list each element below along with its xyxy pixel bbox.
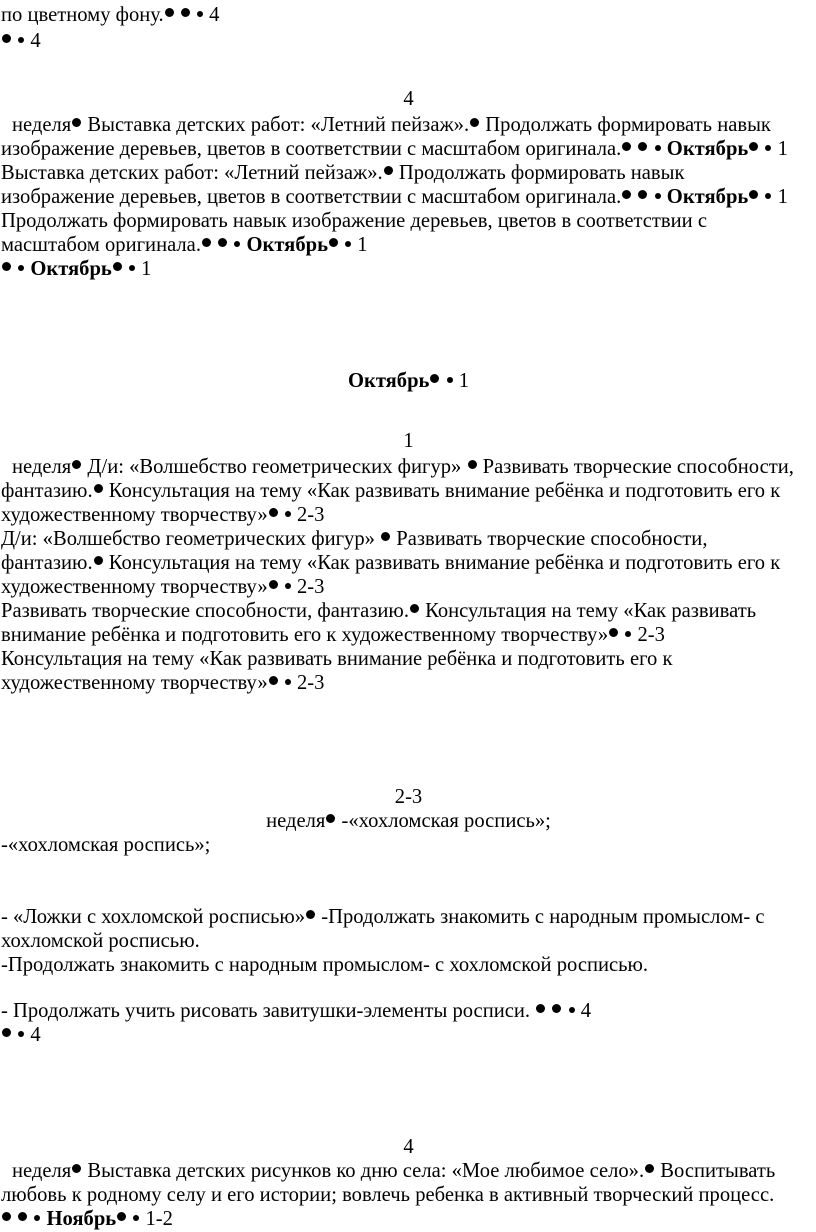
text-line	[0, 832, 816, 858]
text: художественному творчеству»	[1, 504, 268, 526]
text: Выставка детских рисунков ко дню села: «Мое любимое село».	[87, 1160, 645, 1182]
bullet-icon	[285, 679, 291, 685]
text-line	[0, 808, 816, 834]
week-number: 1	[403, 430, 414, 452]
text-line	[0, 1022, 816, 1048]
bullet-icon	[218, 238, 227, 247]
bullet-icon	[345, 241, 351, 247]
text: неделя	[12, 114, 72, 136]
bullet-icon	[72, 118, 81, 127]
text: Консультация на тему «Как развивать внимание ребёнка и подготовить его к	[108, 480, 781, 502]
text: Развивать творческие способности, фантазию.	[1, 600, 409, 622]
text-line	[0, 998, 816, 1024]
text: Консультация на тему «Как развивать внимание ребёнка и подготовить его к	[1, 648, 673, 670]
text: любовь к родному селу и его истории; вовлечь ребенка в активный творческий процесс.	[1, 1184, 775, 1206]
bullet-icon	[638, 142, 647, 151]
text-line	[0, 208, 816, 234]
text-line	[0, 574, 816, 600]
month: Октябрь	[666, 186, 749, 208]
bullet-icon	[622, 142, 631, 151]
month: Октябрь	[30, 258, 112, 280]
bullet-icon	[72, 1164, 81, 1173]
text: неделя	[266, 810, 326, 832]
bullet-icon	[306, 910, 315, 919]
bullet-icon	[622, 190, 631, 199]
text-line	[0, 454, 816, 480]
bullet-icon	[117, 1212, 126, 1221]
bullet-icon	[18, 37, 24, 43]
bullet-icon	[645, 1164, 654, 1173]
text-line	[0, 526, 816, 552]
number: 4	[30, 1024, 41, 1046]
bullet-icon	[197, 11, 203, 17]
month: Октябрь	[347, 370, 430, 392]
bullet-icon	[285, 511, 291, 517]
bullet-icon	[447, 377, 453, 383]
text: Выставка детских работ: «Летний пейзаж».	[87, 114, 470, 136]
bullet-icon	[638, 190, 647, 199]
text: неделя	[12, 1160, 72, 1182]
text-line	[0, 928, 816, 954]
bullet-icon	[765, 193, 771, 199]
text: фантазию.	[1, 480, 93, 502]
text-line	[0, 904, 816, 930]
number: 2-3	[296, 576, 325, 598]
number: 1-2	[145, 1208, 173, 1230]
text: -Продолжать знакомить с народным промыслом- с	[321, 906, 765, 928]
text: внимание ребёнка и подготовить его к художественному творчеству»	[1, 624, 609, 646]
bullet-icon	[625, 631, 631, 637]
text: - Продолжать учить рисовать завитушки-элементы росписи.	[1, 1000, 531, 1022]
text: по цветному фону.	[1, 4, 164, 26]
number: 1	[458, 370, 470, 392]
text: Продолжать формировать навык	[398, 162, 685, 184]
number: 1	[357, 234, 368, 256]
text-line	[0, 550, 816, 576]
text-line	[0, 256, 816, 282]
bullet-icon	[34, 1215, 40, 1221]
bullet-icon	[765, 145, 771, 151]
number: 2-3	[296, 672, 325, 694]
bullet-icon	[18, 1212, 27, 1221]
text: художественному творчеству»	[1, 672, 268, 694]
bullet-icon	[536, 1004, 545, 1013]
bullet-icon	[552, 1004, 561, 1013]
text: Продолжать формировать навык	[485, 114, 771, 136]
number: 1	[777, 138, 788, 160]
text: Воспитывать	[660, 1160, 776, 1182]
text-line	[0, 478, 816, 504]
bullet-icon	[468, 460, 477, 469]
month: Октябрь	[666, 138, 749, 160]
bullet-icon	[234, 241, 240, 247]
text: Д/и: «Волшебство геометрических фигур»	[87, 456, 462, 478]
bullet-icon	[94, 556, 103, 565]
month: Ноябрь	[46, 1208, 117, 1230]
week-number: 4	[403, 1136, 414, 1158]
text: Консультация на тему «Как развивать	[425, 600, 757, 622]
bullet-icon	[470, 118, 479, 127]
text-line	[0, 952, 816, 978]
bullet-icon	[381, 532, 390, 541]
text-line	[0, 670, 816, 696]
bullet-icon	[2, 34, 11, 43]
bullet-icon	[202, 238, 211, 247]
text: Д/и: «Волшебство геометрических фигур»	[1, 528, 375, 550]
bullet-icon	[181, 8, 190, 17]
bullet-icon	[329, 238, 338, 247]
text: неделя	[12, 456, 72, 478]
bullet-icon	[269, 580, 278, 589]
bullet-icon	[609, 628, 618, 637]
bullet-icon	[285, 583, 291, 589]
text-line	[0, 598, 816, 624]
bullet-icon	[269, 676, 278, 685]
week-number: 4	[403, 88, 414, 110]
text: фантазию.	[1, 552, 93, 574]
bullet-icon	[269, 508, 278, 517]
bullet-icon	[2, 262, 11, 271]
number: 1	[777, 186, 788, 208]
text-line	[0, 28, 816, 54]
text: -«хохломская роспись»;	[341, 810, 551, 832]
bullet-icon	[326, 814, 335, 823]
text: Развивать творческие способности,	[482, 456, 794, 478]
text: Развивать творческие способности,	[396, 528, 708, 550]
text: хохломской росписью.	[1, 930, 200, 952]
text: -Продолжать знакомить с народным промыслом- с хохломской росписью.	[1, 954, 649, 976]
bullet-icon	[18, 265, 24, 271]
bullet-icon	[94, 484, 103, 493]
text: изображение деревьев, цветов в соответствии с масштабом оригинала.	[1, 138, 622, 160]
bullet-icon	[384, 166, 393, 175]
text-line	[0, 2, 816, 28]
bullet-icon	[18, 1031, 24, 1037]
bullet-icon	[655, 193, 661, 199]
month: Октябрь	[246, 234, 328, 256]
bullet-icon	[410, 604, 419, 613]
text-line	[0, 622, 816, 648]
bullet-icon	[72, 460, 81, 469]
text-line	[0, 184, 816, 210]
month-heading	[0, 368, 816, 394]
text-line	[0, 136, 816, 162]
text-line	[0, 502, 816, 528]
text-line	[0, 646, 816, 672]
text-line	[0, 232, 816, 258]
bullet-icon	[749, 142, 758, 151]
bullet-icon	[2, 1028, 11, 1037]
bullet-icon	[129, 265, 135, 271]
number: 4	[580, 1000, 591, 1022]
text: Консультация на тему «Как развивать внимание ребёнка и подготовить его к	[108, 552, 781, 574]
bullet-icon	[569, 1007, 575, 1013]
text: - «Ложки с хохломской росписью»	[1, 906, 306, 928]
text: художественному творчеству»	[1, 576, 268, 598]
bullet-icon	[749, 190, 758, 199]
number: 4	[30, 30, 41, 52]
text-line	[0, 1206, 816, 1232]
text-line	[0, 1158, 816, 1184]
text-line	[0, 160, 816, 186]
bullet-icon	[655, 145, 661, 151]
bullet-icon	[113, 262, 122, 271]
number: 2-3	[296, 504, 325, 526]
text: масштабом оригинала.	[1, 234, 201, 256]
number: 2-3	[637, 624, 665, 646]
number: 4	[209, 4, 220, 26]
bullet-icon	[165, 8, 174, 17]
bullet-icon	[133, 1215, 139, 1221]
bullet-icon	[430, 374, 439, 383]
text: изображение деревьев, цветов в соответствии с масштабом оригинала.	[1, 186, 622, 208]
number: 1	[141, 258, 152, 280]
bullet-icon	[2, 1212, 11, 1221]
week-number: 2-3	[394, 786, 423, 808]
text: -«хохломская роспись»;	[1, 834, 211, 856]
text: Продолжать формировать навык изображение деревьев, цветов в соответствии с	[1, 210, 707, 232]
text-line	[0, 1182, 816, 1208]
text: Выставка детских работ: «Летний пейзаж».	[1, 162, 383, 184]
text-line	[0, 112, 816, 138]
